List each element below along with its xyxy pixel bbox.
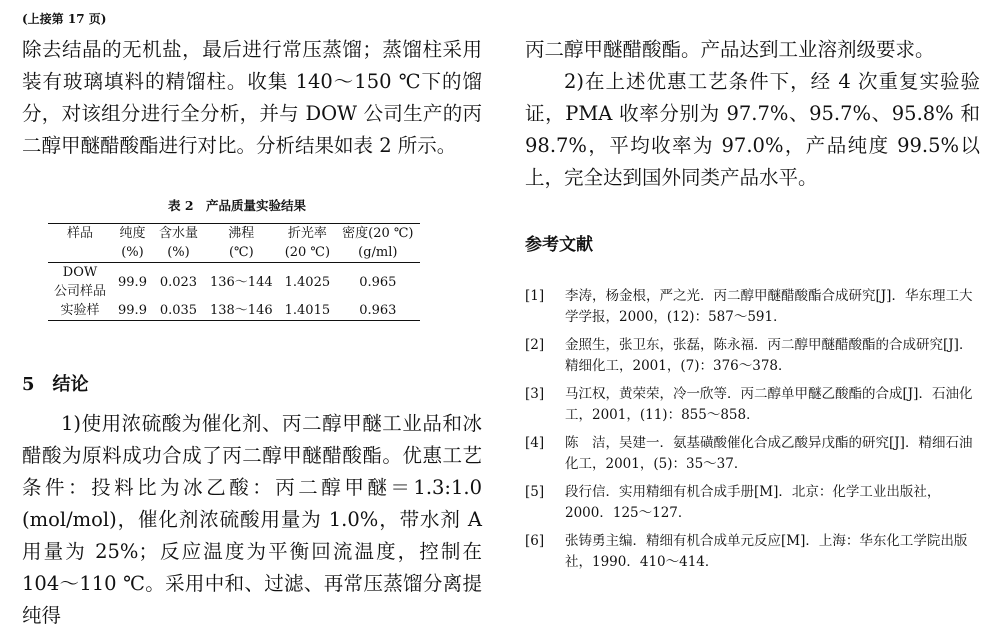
header-cell: 含水量: [153, 224, 204, 244]
reference-number: [2]: [525, 337, 545, 353]
continued-note: (上接第 17 页): [22, 12, 107, 26]
sample-cell: 实验样: [48, 301, 112, 321]
reference-item: [525, 482, 985, 524]
table-header-row: [48, 224, 420, 244]
sample-line: DOW: [62, 265, 98, 280]
reference-item: [525, 433, 985, 475]
reference-item: [525, 286, 985, 328]
unit-cell: (℃): [204, 243, 279, 263]
reference-text: 马江权，黄荣荣，冷一欣等．丙二醇单甲醚乙酸酯的合成[J]．石油化工，2001，(11)：855～858．: [565, 386, 973, 423]
references-heading: 参考文献: [525, 235, 593, 255]
purity-cell: 99.9: [112, 301, 153, 321]
left-column-bottom: [22, 408, 482, 632]
reference-list: [525, 286, 985, 580]
reference-text: 陈 洁，吴建一．氨基磺酸催化合成乙酸异戊酯的研究[J]．精细石油化工，2001，(5)：35～37．: [565, 435, 973, 472]
boiling-cell: 138～146: [204, 301, 279, 321]
purity-cell: 99.9: [118, 274, 147, 290]
reference-text: 金照生，张卫东，张磊，陈永福．丙二醇甲醚醋酸酯的合成研究[J]．精细化工，2001，(7)：376～378．: [565, 337, 973, 374]
table-row: [48, 263, 420, 302]
density-cell: 0.965: [359, 274, 397, 290]
unit-cell: (20 ℃): [279, 243, 337, 263]
reference-number: [1]: [525, 288, 545, 304]
header-cell: 纯度: [112, 224, 153, 244]
water-cell: 0.023: [159, 274, 198, 290]
unit-cell: (g/ml): [336, 243, 419, 263]
right-column: [525, 34, 980, 194]
table-units-row: [48, 243, 420, 263]
reference-text: 李涛，杨金根，严之光．丙二醇甲醚醋酸酯合成研究[J]．华东理工大学学报，2000，(12)：587～591．: [565, 288, 973, 325]
body-paragraph: 丙二醇甲醚醋酸酯。产品达到工业溶剂级要求。: [525, 38, 935, 61]
refraction-cell: 1.4015: [279, 301, 337, 321]
conclusion-paragraph-2: 2)在上述优惠工艺条件下，经 4 次重复实验验证，PMA 收率分别为 97.7%、95.7%、95.8% 和 98.7%，平均收率为 97.0%，产品纯度 99.5%以上，完全达到国外同类产品水平。: [525, 70, 980, 189]
reference-text: 段行信．实用精细有机合成手册[M]．北京：化学工业出版社，2000．125～127．: [565, 484, 941, 521]
table-row: [48, 301, 420, 321]
reference-item: [525, 335, 985, 377]
unit-cell: (%): [112, 243, 153, 263]
header-cell: 折光率: [279, 224, 337, 244]
sample-line: 公司样品: [54, 284, 107, 299]
water-cell: 0.035: [153, 301, 204, 321]
conclusion-paragraph-1: 1)使用浓硫酸为催化剂、丙二醇甲醚工业品和冰醋酸为原料成功合成了丙二醇甲醚醋酸酯。优惠工艺条件：投料比为冰乙酸：丙二醇甲醚＝1.3:1.0 (mol/mol)，催化剂浓硫酸用量为 1.0%，带水剂 A 用量为 25%；反应温度为平衡回流温度，控制在 104～110 ℃。采用中和、过滤、再常压蒸馏分离提纯得: [22, 412, 482, 627]
header-cell: 样品: [48, 224, 112, 244]
reference-number: [4]: [525, 435, 545, 451]
boiling-cell: 136～144: [209, 274, 273, 290]
reference-text: 张铸勇主编．精细有机合成单元反应[M]．上海：华东化工学院出版社，1990．410～414．: [565, 533, 968, 570]
reference-number: [6]: [525, 533, 545, 549]
refraction-cell: 1.4025: [284, 274, 331, 290]
table-caption: 表 2 产品质量实验结果: [168, 198, 307, 213]
reference-item: [525, 384, 985, 426]
header-cell: 密度(20 ℃): [336, 224, 419, 244]
body-paragraph: 除去结晶的无机盐，最后进行常压蒸馏；蒸馏柱采用装有玻璃填料的精馏柱。收集 140～150 ℃下的馏分，对该组分进行全分析，并与 DOW 公司生产的丙二醇甲醚醋酸酯进行对比。分析结果如表 2 所示。: [22, 38, 482, 157]
sample-cell: [48, 263, 112, 302]
reference-number: [3]: [525, 386, 545, 402]
density-cell: 0.963: [336, 301, 419, 321]
reference-number: [5]: [525, 484, 545, 500]
header-cell: 沸程: [204, 224, 279, 244]
section-heading: 5 结论: [22, 374, 89, 395]
unit-cell: [48, 243, 112, 263]
quality-table: [48, 223, 420, 321]
left-column-top: [22, 34, 482, 162]
reference-item: [525, 531, 985, 573]
unit-cell: (%): [153, 243, 204, 263]
